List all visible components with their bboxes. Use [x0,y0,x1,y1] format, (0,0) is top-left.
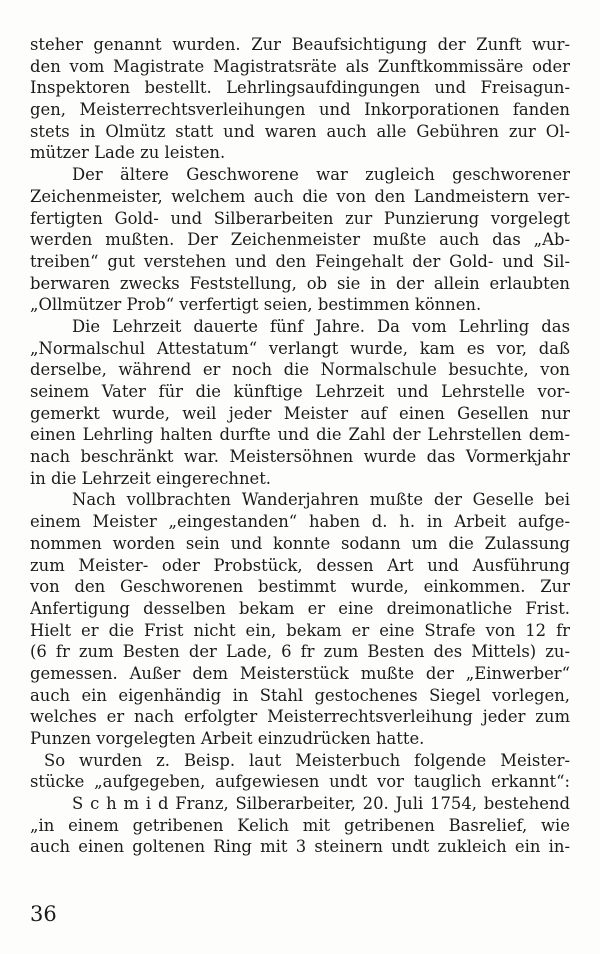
text-line: treiben“ gut verstehen und den Feingehalt der Gold- und Sil- [30,251,570,271]
text-line: Anfertigung desselben bekam er eine dreimonatliche Frist. [30,598,570,618]
text-line: derselbe, während er noch die Normalschule besuchte, von [30,360,570,380]
text-line: auch einen goltenen Ring mit 3 steinern undt zukleich ein in- [30,837,570,857]
text-line: werden mußten. Der Zeichenmeister mußte auch das „Ab- [30,230,570,250]
text-line: Der ältere Geschworene war zugleich geschworener [72,165,570,185]
text-line: „Normalschul Attestatum“ verlangt wurde, kam es vor, daß [30,338,570,358]
paragraph-3 [30,316,570,490]
text-line: stets in Olmütz statt und waren auch alle Gebühren zur Ol- [30,121,570,141]
text-line: steher genannt wurden. Zur Beaufsichtigung der Zunft wur- [30,35,570,54]
text-line: „in einem getribenen Kelich mit getribenen Basrelief, wie [30,815,570,835]
text-line: welches er nach erfolgter Meisterrechtsverleihung jeder zum [30,707,570,727]
text-line: auch ein eigenhändig in Stahl gestochenes Siegel vorlegen, [30,685,570,705]
text-line: stücke „aufgegeben, aufgewiesen undt vor tauglich erkannt“: [30,772,570,792]
text-line: (6 fr zum Besten der Lade, 6 fr zum Besten des Mittels) zu- [30,642,570,662]
text-line: nach beschränkt war. Meistersöhnen wurde das Vormerkjahr [30,447,570,467]
text-line: Nach vollbrachten Wanderjahren mußte der Geselle bei [72,490,570,510]
text-line: Punzen vorgelegten Arbeit einzudrücken hatte. [30,729,425,748]
text-line: mützer Lade zu leisten. [30,143,226,163]
text-line: berwaren zwecks Feststellung, ob sie in der allein erlaubten [30,273,570,293]
paragraph-2 [30,164,570,316]
text-line: Zeichenmeister, welchem auch die von den Landmeistern ver- [30,186,570,206]
text-line: gemessen. Außer dem Meisterstück mußte der „Einwerber“ [30,663,570,683]
text-line: „Ollmützer Prob“ verfertigt seien, bestimmen können. [30,295,482,315]
text-line: S c h m i d Franz, Silberarbeiter, 20. Juli 1754, bestehend [72,794,570,814]
text-line: Inspektoren bestellt. Lehrlingsaufdingungen und Freisagun- [30,78,570,98]
text-line: seinem Vater für die künftige Lehrzeit und Lehrstelle vor- [30,382,570,401]
text-line: einem Meister „eingestanden“ haben d. h. in Arbeit aufge- [30,512,570,532]
text-line: Hielt er die Frist nicht ein, bekam er eine Strafe von 12 fr [30,620,570,640]
body-text [30,34,570,858]
text-line: zum Meister- oder Probstück, dessen Art und Ausführung [30,555,570,575]
paragraph-1 [30,34,570,164]
text-line: von den Geschworenen bestimmt wurde, einkommen. Zur [30,577,570,597]
text-line: den vom Magistrate Magistratsräte als Zunftkommissäre oder [30,56,570,76]
text-line: Die Lehrzeit dauerte fünf Jahre. Da vom Lehrling das [72,316,570,336]
page-number: 36 [30,902,57,926]
paragraph-5 [30,750,570,793]
text-line: gemerkt wurde, weil jeder Meister auf einen Gesellen nur [30,403,570,423]
text-line: fertigten Gold- und Silberarbeiten zur Punzierung vorgelegt [30,208,570,228]
text-line: einen Lehrling halten durfte und die Zahl der Lehrstellen dem- [30,425,570,445]
text-line: So wurden z. Beisp. laut Meisterbuch folgende Meister- [44,750,570,770]
paragraph-4 [30,489,570,749]
paragraph-6 [30,793,570,858]
text-line: in die Lehrzeit eingerechnet. [30,468,272,488]
text-line: nommen worden sein und konnte sodann um die Zulassung [30,533,570,553]
text-line: gen, Meisterrechtsverleihungen und Inkorporationen fanden [30,100,570,120]
